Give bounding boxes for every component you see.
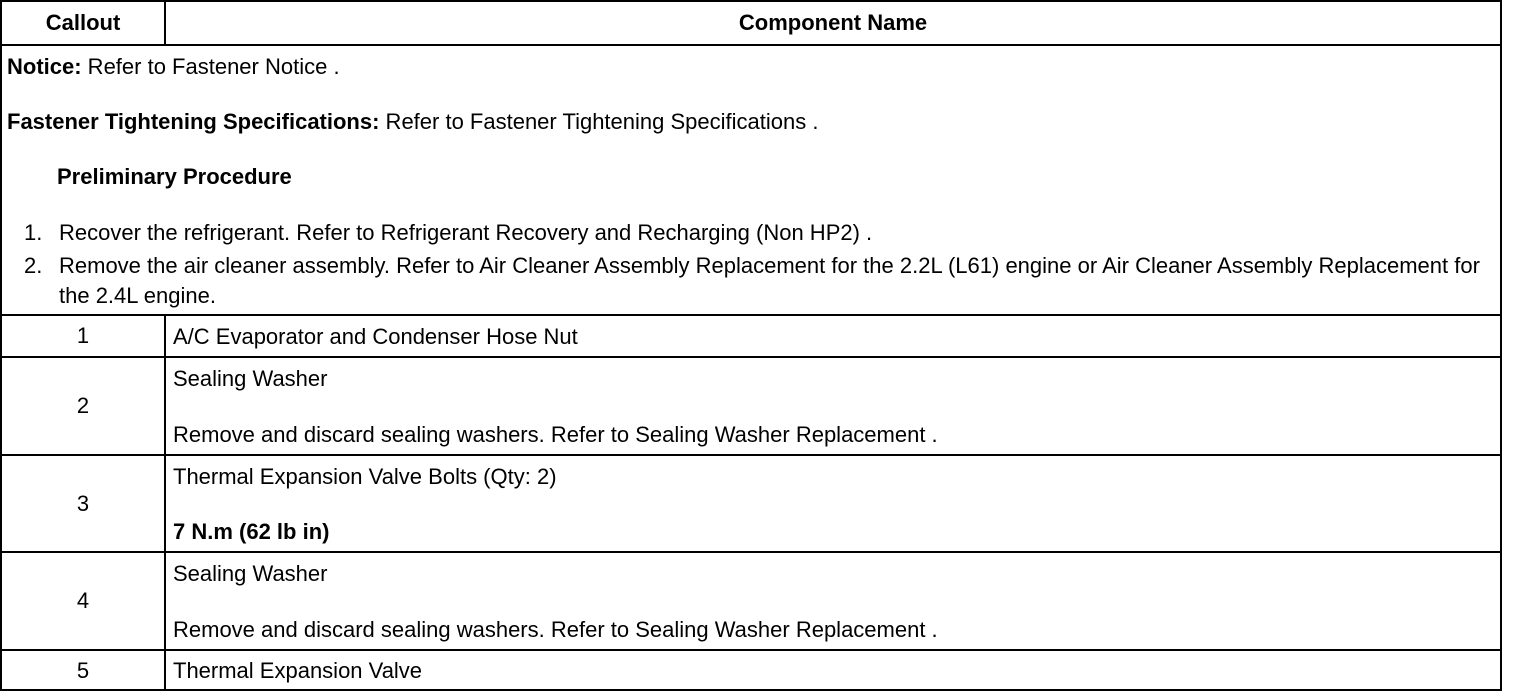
table-row <box>2 651 1500 691</box>
component-name-cell <box>166 358 1500 454</box>
step-text: Recover the refrigerant. Refer to Refrigerant Recovery and Recharging (Non HP2) . <box>59 220 873 245</box>
notice-label: Notice: <box>7 54 82 79</box>
component-name: Sealing Washer <box>173 561 328 586</box>
fastener-spec-line <box>7 109 818 135</box>
step-text: Remove the air cleaner assembly. Refer to Air Cleaner Assembly Replacement for the 2.2L (L61) engine or Air Cleaner Assembly Replacement for the 2.4L engine. <box>59 253 1480 308</box>
component-name-header: Component Name <box>738 10 928 35</box>
notice-text: Refer to Fastener Notice . <box>81 54 340 79</box>
notice-line <box>7 54 340 80</box>
callout-cell: 2 <box>2 358 166 454</box>
component-name-cell <box>166 316 1500 356</box>
table-row <box>2 358 1500 456</box>
callout-cell: 3 <box>2 456 166 551</box>
component-note: Remove and discard sealing washers. Refer to Sealing Washer Replacement . <box>173 422 938 447</box>
component-name: Thermal Expansion Valve <box>173 658 423 683</box>
component-note: Remove and discard sealing washers. Refer to Sealing Washer Replacement . <box>173 617 938 642</box>
component-name-cell <box>166 456 1500 551</box>
component-name-cell <box>166 651 1500 691</box>
step-number: 1. <box>24 220 43 245</box>
table-header-row <box>2 2 1500 46</box>
callout-header: Callout <box>2 2 166 44</box>
component-name: A/C Evaporator and Condenser Hose Nut <box>173 324 578 349</box>
callout-cell: 1 <box>2 316 166 356</box>
fastener-spec-label: Fastener Tightening Specifications: <box>7 109 380 134</box>
table-row <box>2 456 1500 553</box>
table-row <box>2 316 1500 358</box>
component-name-cell <box>166 553 1500 649</box>
component-name: Thermal Expansion Valve Bolts (Qty: 2) <box>173 464 557 489</box>
table-row <box>2 553 1500 651</box>
torque-spec: 7 N.m (62 lb in) <box>173 519 330 544</box>
callout-cell: 5 <box>2 651 166 691</box>
component-name: Sealing Washer <box>173 366 328 391</box>
fastener-spec-text: Refer to Fastener Tightening Specifications . <box>379 109 819 134</box>
step-number: 2. <box>24 253 43 278</box>
callout-cell: 4 <box>2 553 166 649</box>
notice-block <box>2 46 1500 314</box>
notice-row <box>2 46 1500 316</box>
preliminary-procedure-heading: Preliminary Procedure <box>57 164 292 189</box>
